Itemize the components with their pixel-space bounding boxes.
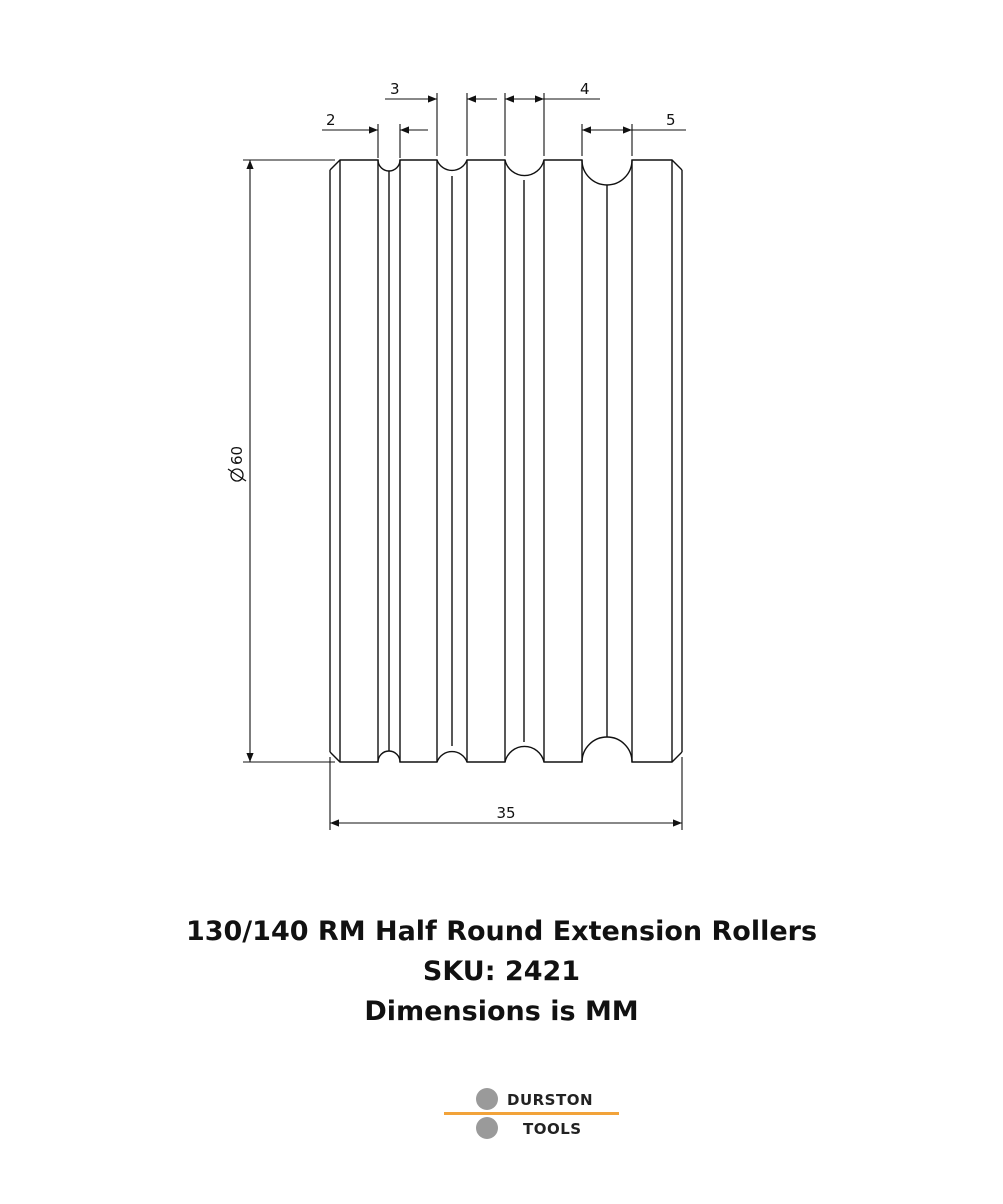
product-sku: SKU: 2421 [422, 956, 581, 987]
roller-outline [330, 160, 682, 762]
dimension-label-diameter [228, 446, 246, 481]
diameter-icon [228, 469, 246, 481]
dimension-lines [243, 93, 686, 830]
roller-bottom-profile [330, 737, 682, 762]
dimension-label-5: 5 [666, 111, 676, 129]
product-title: 130/140 RM Half Round Extension Rollers [185, 916, 818, 947]
logo-circle-bottom-icon [476, 1117, 498, 1139]
logo-circle-top-icon [476, 1088, 498, 1110]
logo-text-tools: TOOLS [523, 1120, 582, 1138]
roller-top-profile [330, 160, 682, 185]
dimension-label-width: 35 [496, 804, 516, 822]
dimension-label-3: 3 [390, 80, 400, 98]
dimension-label-2: 2 [326, 111, 336, 129]
durston-tools-logo [440, 1086, 625, 1146]
logo-text-durston: DURSTON [507, 1091, 594, 1109]
dimensions-note: Dimensions is MM [364, 996, 639, 1027]
logo-accent-line [444, 1112, 619, 1115]
svg-text:60: 60 [228, 445, 246, 465]
dimension-label-4: 4 [580, 80, 590, 98]
